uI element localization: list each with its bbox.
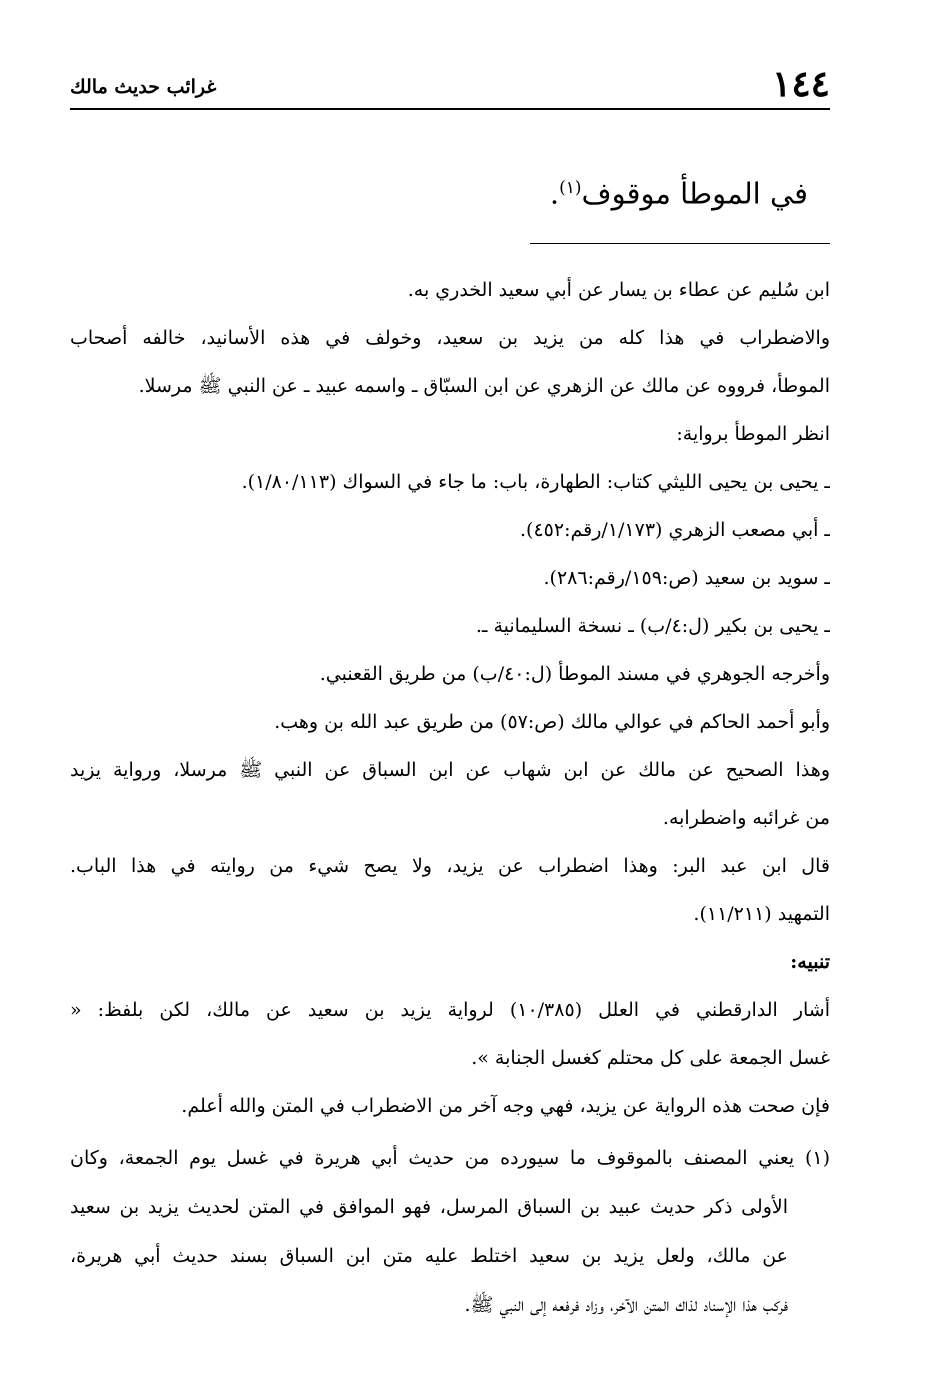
note-line: وأخرجه الجوهري في مسند الموطأ (ل:٤٠/ب) من طريق القعنبي.	[319, 663, 830, 685]
note-line: التمهيد (١١/٢١١).	[693, 903, 830, 925]
page-number: ١٤٤	[771, 63, 830, 105]
note-line: قال ابن عبد البر: وهذا اضطراب عن يزيد، ولا يصح شيء من روايته في هذا الباب.	[70, 855, 830, 877]
header-rule	[70, 108, 830, 110]
footnote-number: (١)	[804, 1147, 830, 1169]
main-text-body: في الموطأ موقوف	[581, 176, 808, 211]
note-line: ابن سُليم عن عطاء بن يسار عن أبي سعيد الخدري به.	[407, 279, 830, 301]
note-line: أشار الدارقطني في العلل (١٠/٣٨٥) لرواية يزيد بن سعيد عن مالك، لكن بلفظ: «	[70, 999, 830, 1021]
note-line: غسل الجمعة على كل محتلم كغسل الجنابة ».	[471, 1047, 830, 1069]
footnote-separator	[530, 243, 830, 244]
note-line: ـ يحيى بن يحيى الليثي كتاب: الطهارة، باب: ما جاء في السواك (١/٨٠/١١٣).	[241, 471, 830, 493]
footnote-ref: (١)	[559, 178, 582, 198]
note-line: الموطأ، فرووه عن مالك عن الزهري عن ابن السبّاق ـ واسمه عبيد ـ عن النبي ﷺ مرسلا.	[138, 375, 830, 397]
note-line: من غرائبه واضطرابه.	[662, 807, 830, 829]
page-header	[70, 62, 830, 110]
footnote-line: الأولى ذكر حديث عبيد بن السباق المرسل، فهو الموافق في المتن لحديث يزيد بن سعيد	[70, 1196, 788, 1218]
footnote-line	[70, 1134, 830, 1183]
note-line: ـ سويد بن سعيد (ص:١٥٩/رقم:٢٨٦).	[543, 567, 830, 589]
notes-section	[70, 266, 830, 1330]
note-line: ـ أبي مصعب الزهري (١/١٧٣/رقم:٤٥٢).	[520, 519, 830, 541]
note-heading: تنبيه:	[790, 951, 830, 973]
note-line: انظر الموطأ برواية:	[676, 423, 830, 445]
running-title: غرائب حديث مالك	[70, 76, 217, 98]
note-line: وأبو أحمد الحاكم في عوالي مالك (ص:٥٧) من طريق عبد الله بن وهب.	[274, 711, 830, 733]
note-line: والاضطراب في هذا كله من يزيد بن سعيد، وخولف في هذه الأسانيد، خالفه أصحاب	[70, 327, 830, 349]
note-line: ـ يحيى بن بكير (ل:٤/ب) ـ نسخة السليمانية ـ.	[475, 615, 830, 637]
main-text	[550, 168, 808, 214]
main-text-end: .	[549, 176, 560, 211]
footnote-text: يعني المصنف بالموقوف ما سيورده من حديث أبي هريرة في غسل يوم الجمعة، وكان	[70, 1147, 795, 1169]
note-line: وهذا الصحيح عن مالك عن ابن شهاب عن ابن السباق عن النبي ﷺ مرسلا، ورواية يزيد	[70, 759, 830, 781]
footnote-line: عن مالك، ولعل يزيد بن سعيد اختلط عليه متن ابن السباق بسند حديث أبي هريرة،	[70, 1245, 788, 1267]
note-line: فإن صحت هذه الرواية عن يزيد، فهي وجه آخر من الاضطراب في المتن والله أعلم.	[181, 1095, 830, 1117]
footnote-entry	[70, 1134, 830, 1330]
footnote-line: فركب هذا الإسناد لذاك المتن الآخر، وزاد فرفعه إلى النبي ﷺ.	[464, 1294, 788, 1316]
